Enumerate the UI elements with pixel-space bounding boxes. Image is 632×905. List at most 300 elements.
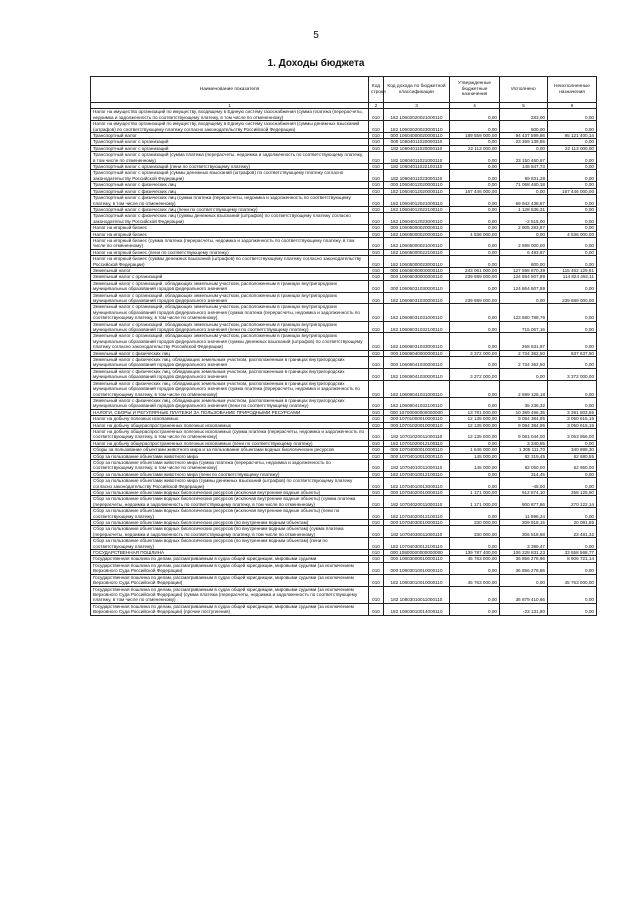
row-line-code: 010 [369,292,384,304]
row-name: Транспортный налог с организаций [91,145,369,151]
row-unexecuted: 0,00 [548,237,597,249]
row-line-code: 010 [369,139,384,145]
row-executed: 2 699 126,18 [500,380,548,397]
row-unexecuted: 0,00 [548,304,597,321]
table-row [91,496,597,508]
row-name: Земельный налог с организаций, обладающих земельным участком, расположенным в границах внутригородских муниципальных образований городов федерального значения (пени по соответствующему платежу) [91,321,369,333]
row-line-code: 010 [369,508,384,520]
row-line-code: 010 [369,182,384,188]
row-approved: 0,00 [450,182,500,188]
row-budget-code: 182 10604011021000110 [384,152,450,164]
table-row [91,237,597,249]
table-row [91,321,597,333]
row-executed: 800,00 [500,256,548,268]
row-unexecuted: 3 050 615,15 [548,416,597,422]
row-approved: 12 135 000,00 [450,416,500,422]
row-name: Государственная пошлина по делам, рассматриваемым в судах общей юрисдикции, мировыми судьями (за исключением Верховного Суда Российской Федерации) (прочие поступления) [91,603,369,615]
row-name: Государственная пошлина по делам, рассматриваемым в судах общей юрисдикции, мировыми судьями (за исключением Верховного Суда Российской Федерации) (сумма платежа (перерасчеты, недоимка и задолженность по соответствующему платежу, в том числе по отмененному) [91,586,369,603]
row-line-code: 010 [369,109,384,121]
row-name: Сбор за пользование объектами водных биологических ресурсов (исключая внутренние водные объекты) [91,490,369,496]
row-executed: 283,00 [500,109,548,121]
row-budget-code: 000 10704020010000110 [384,490,450,496]
row-executed: 2 734 362,50 [500,350,548,356]
row-executed: 268 631,97 [500,333,548,350]
row-approved: 139 787 400,00 [450,550,500,556]
table-row [91,586,597,603]
row-line-code: 010 [369,453,384,459]
table-row [91,508,597,520]
row-executed: 715 067,16 [500,321,548,333]
row-name: Транспортный налог с физических лиц (пени по соответствующему платежу) [91,206,369,212]
row-line-code: 010 [369,380,384,397]
row-approved: 0,00 [450,170,500,182]
row-executed: 900 877,86 [500,496,548,508]
row-unexecuted: 167 446 000,00 [548,188,597,194]
row-executed: 314,45 [500,471,548,477]
row-budget-code: 182 10604011022100110 [384,164,450,170]
row-unexecuted: 0,00 [548,380,597,397]
row-name: Земельный налог [91,267,369,273]
row-approved: 0,00 [450,603,500,615]
row-approved: 330 000,00 [450,520,500,526]
row-unexecuted: 270 122,14 [548,496,597,508]
row-budget-code: 000 10606041030000110 [384,357,450,369]
row-approved: 0,00 [450,562,500,574]
row-name: ГОСУДАРСТВЕННАЯ ПОШЛИНА [91,550,369,556]
row-budget-code: 000 10606000000000110 [384,267,450,273]
row-approved: 243 061 000,00 [450,267,500,273]
row-executed: 124 864 507,89 [500,274,548,280]
row-approved: 1 646 000,00 [450,447,500,453]
row-line-code: 010 [369,188,384,194]
row-unexecuted: 0,00 [548,213,597,225]
header-budget-code: Код дохода по бюджетной классификации [384,77,450,103]
page-title: 1. Доходы бюджета [267,58,365,69]
row-budget-code: 182 10704030011000110 [384,526,450,538]
row-approved: 0,00 [450,225,500,231]
header-approved: Утвержденные бюджетные назначения [450,77,500,103]
row-line-code: 010 [369,471,384,477]
row-unexecuted: 3 391 503,65 [548,409,597,415]
row-line-code: 010 [369,490,384,496]
row-line-code: 010 [369,357,384,369]
row-line-code: 010 [369,459,384,471]
row-unexecuted: 3 053 956,00 [548,428,597,440]
row-budget-code: 182 10803010014000110 [384,603,450,615]
row-unexecuted: 0,00 [548,397,597,409]
row-executed: 127 598 870,39 [500,267,548,273]
row-approved: 0,00 [450,164,500,170]
row-executed: -45,00 [500,478,548,490]
header-number: 5 [500,103,548,109]
row-approved: 0,00 [450,304,500,321]
row-approved: 0,00 [450,213,500,225]
row-unexecuted: 637 637,50 [548,350,597,356]
row-unexecuted: 115 462 129,61 [548,267,597,273]
row-unexecuted: 114 824 492,11 [548,274,597,280]
row-budget-code: 000 10704010010000110 [384,453,450,459]
row-executed: 36 879 410,66 [500,586,548,603]
row-unexecuted: 0,00 [548,195,597,207]
row-approved: 0,00 [450,380,500,397]
row-unexecuted: 0,00 [548,170,597,182]
row-approved: 145 000,00 [450,459,500,471]
header-executed: Исполнено [500,77,548,103]
row-unexecuted: 0,00 [548,280,597,292]
row-budget-code: 182 10803010010000110 [384,574,450,586]
row-budget-code: 000 10604000020000110 [384,133,450,139]
row-approved: 0,00 [450,440,500,446]
row-executed: 306 518,68 [500,526,548,538]
row-name: Земельный налог с организаций, обладающих земельным участком, расположенным в границах внутригородских муниципальных образований городов федерального значения [91,292,369,304]
row-unexecuted: 0,00 [548,152,597,164]
row-name: Сбор за пользование объектами животного мира (сумма платежа (перерасчеты, недоимка и задолженность по соответствующему платежу, в том числе по отмененному) [91,459,369,471]
row-budget-code: 182 10606031033000110 [384,333,450,350]
row-name: Сбор за пользование объектами животного мира (пени по соответствующему платежу) [91,471,369,477]
row-budget-code: 182 10605000023000110 [384,256,450,268]
row-line-code: 010 [369,538,384,550]
row-approved: 0,00 [450,152,500,164]
row-executed: 0,00 [500,574,548,586]
row-approved: 12 135 000,00 [450,428,500,440]
row-name: Налог на игорный бизнес (пени по соответствующему платежу) [91,249,369,255]
table-row [91,357,597,369]
table-row [91,333,597,350]
header-unexecuted: Неисполненные назначения [548,77,597,103]
row-line-code: 010 [369,121,384,133]
row-name: Земельный налог с организаций, обладающих земельным участком, расположенным в границах внутригородских муниципальных образований городов федерального значения [91,280,369,292]
row-unexecuted: 0,00 [548,478,597,490]
row-line-code: 010 [369,447,384,453]
row-line-code: 010 [369,213,384,225]
row-name: Государственная пошлина по делам, рассматриваемым в судах общей юрисдикции, мировыми судьями (за исключением Верховного Суда Российской Федерации) [91,562,369,574]
row-approved: 0,00 [450,206,500,212]
table-row [91,428,597,440]
row-unexecuted: 0,00 [548,109,597,121]
header-number: 6 [548,103,597,109]
row-unexecuted: 4 536 000,00 [548,231,597,237]
row-budget-code: 000 10606031030000110 [384,280,450,292]
row-name: Земельный налог с организаций [91,274,369,280]
row-approved: 3 372 000,00 [450,350,500,356]
row-name: Транспортный налог с физических лиц (сумма платежа (перерасчеты, недоимка и задолженность по соответствующему платежу, в том числе по отмененному) [91,195,369,207]
row-executed: 123 680 788,76 [500,304,548,321]
row-line-code: 010 [369,496,384,508]
row-line-code: 010 [369,556,384,562]
row-line-code: 010 [369,164,384,170]
table-row [91,459,597,471]
table-row [91,195,597,207]
row-executed: 23 150 460,67 [500,152,548,164]
row-unexecuted: 3 372 000,00 [548,368,597,380]
row-line-code: 010 [369,520,384,526]
row-approved: 0,00 [450,249,500,255]
header-number: 4 [450,103,500,109]
row-budget-code: 182 10606041032100110 [384,397,450,409]
row-unexecuted: 0,00 [548,586,597,603]
row-executed: 82 319,45 [500,453,548,459]
row-name: Транспортный налог с физических лиц [91,182,369,188]
row-approved: 167 446 000,00 [450,188,500,194]
row-name: Земельный налог с физических лиц, обладающих земельным участком, расположенным в границах внутригородских муниципальных образований городов федерального значения [91,368,369,380]
row-line-code: 010 [369,321,384,333]
row-approved: 0,00 [450,237,500,249]
table-row [91,109,597,121]
table-row [91,152,597,164]
row-approved: 12 135 000,00 [450,422,500,428]
row-unexecuted: 0,00 [548,333,597,350]
row-name: Налог на игорный бизнес [91,231,369,237]
row-budget-code: 182 10604012020000110 [384,188,450,194]
row-line-code: 010 [369,428,384,440]
row-budget-code: 182 10604012023000110 [384,213,450,225]
row-unexecuted: 0,00 [548,225,597,231]
row-budget-code: 182 10704010011000110 [384,459,450,471]
row-budget-code: 182 10605000020000110 [384,231,450,237]
row-name: Сбор за пользование объектами водных биологических ресурсов (по внутренним водным объектам) [91,520,369,526]
row-budget-code: 000 10701000010000110 [384,416,450,422]
row-budget-code: 182 10704020012100110 [384,508,450,520]
row-executed: 35 236,32 [500,397,548,409]
row-unexecuted: 33 558 568,77 [548,550,597,556]
row-executed: 82 050,00 [500,459,548,471]
row-line-code: 010 [369,586,384,603]
row-executed: 500,00 [500,121,548,133]
row-name: Транспортный налог с организаций (суммы денежных взысканий (штрафов) по соответствующему платежу согласно законодательству Российской Федерации) [91,170,369,182]
row-approved: 0,00 [450,471,500,477]
row-approved: 1 171 000,00 [450,490,500,496]
row-unexecuted: 0,00 [548,321,597,333]
row-name: Земельный налог с физических лиц, обладающих земельным участком, расположенным в границах внутригородских муниципальных образований городов федерального значения (пени по соответствующему платежу) [91,397,369,409]
row-unexecuted: 239 689 000,00 [548,292,597,304]
row-name: Сборы за пользование объектами животного мира и за пользование объектами водных биологических ресурсов [91,447,369,453]
row-line-code: 010 [369,237,384,249]
row-budget-code: 182 10606031031000110 [384,304,450,321]
table-row [91,397,597,409]
table-row [91,256,597,268]
row-name: Налог на имущество организаций по имуществу, входящему в Единую систему газоснабжения (сумма платежа (перерасчеты, недоимка и задолженность по соответствующему платежу, в том числе по отмененному) [91,109,369,121]
table-row [91,478,597,490]
row-name: Транспортный налог с организаций (пени по соответствующему платежу) [91,164,369,170]
row-approved: 0,00 [450,333,500,350]
row-line-code: 010 [369,231,384,237]
row-budget-code: 182 10606031032100110 [384,321,450,333]
row-budget-code: 000 10800000000000000 [384,550,450,556]
row-line-code: 010 [369,256,384,268]
row-unexecuted: 0,00 [548,164,597,170]
row-unexecuted: 0,00 [548,508,597,520]
row-line-code: 010 [369,562,384,574]
revenue-table [90,76,597,616]
row-executed: 124 864 507,89 [500,280,548,292]
row-budget-code: 000 10606040000000110 [384,350,450,356]
row-name: Государственная пошлина по делам, рассматриваемым в судах общей юрисдикции, мировыми судьями (за исключением Верховного Суда Российской Федерации) [91,574,369,586]
row-approved: 239 689 000,00 [450,274,500,280]
header-number: 2 [369,103,384,109]
row-executed: 36 856 278,86 [500,556,548,562]
row-approved: 22 113 000,00 [450,145,500,151]
row-approved: 0,00 [450,538,500,550]
row-line-code: 010 [369,603,384,615]
row-unexecuted: 0,00 [548,206,597,212]
row-executed: 148 847,73 [500,164,548,170]
row-executed: 0,00 [500,231,548,237]
row-executed: 0,00 [500,145,548,151]
row-budget-code: 182 10803010011000110 [384,586,450,603]
row-budget-code: 182 10701020012100110 [384,440,450,446]
row-name: Транспортный налог с организаций [91,139,369,145]
row-line-code: 010 [369,574,384,586]
row-unexecuted: 0,00 [548,256,597,268]
row-executed: 0,00 [500,368,548,380]
row-executed: 94 437 599,86 [500,133,548,139]
table-row [91,380,597,397]
row-budget-code: 182 10701020011000110 [384,428,450,440]
row-line-code: 010 [369,280,384,292]
row-approved: 0,00 [450,508,500,520]
row-approved: 189 559 000,00 [450,133,500,139]
row-line-code: 010 [369,478,384,490]
row-executed: 2 734 362,50 [500,357,548,369]
row-budget-code: 182 10604011023000110 [384,170,450,182]
row-approved: 0,00 [450,280,500,292]
row-executed: 9 084 384,85 [500,416,548,422]
table-row [91,121,597,133]
row-unexecuted: 0,00 [548,538,597,550]
row-name: НАЛОГИ, СБОРЫ И РЕГУЛЯРНЫЕ ПЛАТЕЖИ ЗА ПОЛЬЗОВАНИЕ ПРИРОДНЫМИ РЕСУРСАМИ [91,409,369,415]
row-executed: 10 389 496,35 [500,409,548,415]
row-executed: 912 874,10 [500,490,548,496]
row-approved: 0,00 [450,139,500,145]
row-executed: 69 942 438,67 [500,195,548,207]
row-executed: 3 399,47 [500,538,548,550]
row-name: Налог на игорный бизнес (сумма платежа (перерасчеты, недоимка и задолженность по соответствующему платежу, в том числе по отмененному) [91,237,369,249]
header-number: 3 [384,103,450,109]
row-line-code: 010 [369,267,384,273]
header-row [91,77,597,103]
row-line-code: 010 [369,249,384,255]
row-budget-code: 000 10604012020000110 [384,182,450,188]
row-unexecuted: 8 906 721,14 [548,556,597,562]
row-line-code: 010 [369,550,384,556]
row-unexecuted: 0,00 [548,121,597,133]
header-number: 1 [91,103,369,109]
header-name: Наименование показателя [91,77,369,103]
row-budget-code: 182 10604011020000110 [384,145,450,151]
header-line-code: Код строки [369,77,384,103]
row-approved: 0,00 [450,256,500,268]
row-line-code: 010 [369,350,384,356]
row-unexecuted: 95 121 400,14 [548,133,597,139]
row-approved: 0,00 [450,397,500,409]
row-approved: 0,00 [450,321,500,333]
row-approved: 145 000,00 [450,453,500,459]
row-executed: 0,00 [500,292,548,304]
row-budget-code: 000 10700000000000000 [384,409,450,415]
row-line-code: 010 [369,195,384,207]
row-name: Земельный налог с организаций, обладающих земельным участком, расположенным в границах внутригородских муниципальных образований городов федерального значения (суммы денежных взысканий (штрафов) по соответствующему платежу согласно законодательству Российской Федерации) [91,333,369,350]
row-executed: 1 128 536,31 [500,206,548,212]
table-row [91,280,597,292]
row-unexecuted: 62 680,55 [548,453,597,459]
row-budget-code: 000 10803010010000110 [384,562,450,574]
row-approved: 0,00 [450,195,500,207]
row-executed: 11 996,24 [500,508,548,520]
row-line-code: 010 [369,133,384,139]
row-approved: 0,00 [450,121,500,133]
row-unexecuted: 0,00 [548,562,597,574]
row-unexecuted: 0,00 [548,139,597,145]
row-approved: 330 000,00 [450,526,500,538]
row-unexecuted: 340 888,30 [548,447,597,453]
row-name: Транспортный налог с организаций (сумма платежа (перерасчеты, недоимка и задолженность по соответствующему платежу, в том числе по отмененному) [91,152,369,164]
row-unexecuted: 62 950,00 [548,459,597,471]
row-name: Налог на добычу общераспространенных полезных ископаемых (пени по соответствующему платежу) [91,440,369,446]
row-budget-code: 182 10602020023000110 [384,121,450,133]
row-executed: 309 918,15 [500,520,548,526]
row-budget-code: 182 10604012021000110 [384,195,450,207]
row-budget-code: 000 10604011020000110 [384,139,450,145]
row-budget-code: 000 10704000010000110 [384,447,450,453]
table-row [91,574,597,586]
row-name: Земельный налог с физических лиц, обладающих земельным участком, расположенным в границах внутригородских муниципальных образований городов федерального значения (сумма платежа (перерасчеты, недоимка и задолженность по соответствующему платежу, в том числе по отмененному) [91,380,369,397]
row-budget-code: 182 10606041030000110 [384,368,450,380]
table-row [91,170,597,182]
row-line-code: 010 [369,440,384,446]
row-unexecuted: 0,00 [548,440,597,446]
table-row [91,526,597,538]
table-row [91,538,597,550]
row-executed: 3 340,85 [500,440,548,446]
row-line-code: 010 [369,145,384,151]
row-executed: 1 305 111,70 [500,447,548,453]
table-row [91,213,597,225]
row-executed: -23 131,80 [500,603,548,615]
row-executed: 2 898 000,00 [500,237,548,249]
row-executed: 0,00 [500,188,548,194]
row-line-code: 010 [369,416,384,422]
row-budget-code: 182 10704030012100110 [384,538,450,550]
table-row [91,603,597,615]
row-executed: 6 483,87 [500,249,548,255]
row-executed: 106 228 831,23 [500,550,548,556]
row-budget-code: 182 10606031030000110 [384,292,450,304]
row-name: Государственная пошлина по делам, рассматриваемым в судах общей юрисдикции, мировыми судьями [91,556,369,562]
row-executed: 23 369 139,55 [500,139,548,145]
row-budget-code: 182 10704010013000110 [384,478,450,490]
row-budget-code: 000 10701020010000110 [384,422,450,428]
row-line-code: 010 [369,304,384,321]
row-line-code: 010 [369,397,384,409]
row-unexecuted: 45 763 000,00 [548,574,597,586]
row-name: Сбор за пользование объектами животного мира [91,453,369,459]
row-line-code: 010 [369,333,384,350]
row-approved: 45 763 000,00 [450,556,500,562]
row-unexecuted: 0,00 [548,182,597,188]
row-name: Транспортный налог с физических лиц (суммы денежных взысканий (штрафов) по соответствующему платежу согласно законодательству Российской Федерации) [91,213,369,225]
row-approved: 0,00 [450,478,500,490]
row-approved: 239 689 000,00 [450,292,500,304]
row-approved: 3 372 000,00 [450,368,500,380]
row-executed: 71 068 460,18 [500,182,548,188]
table-row [91,562,597,574]
row-approved: 13 781 000,00 [450,409,500,415]
row-executed: -2 515,00 [500,213,548,225]
row-unexecuted: 0,00 [548,249,597,255]
row-budget-code: 182 10604012022100110 [384,206,450,212]
row-budget-code: 000 10704030010000110 [384,520,450,526]
row-unexecuted: 0,00 [548,471,597,477]
